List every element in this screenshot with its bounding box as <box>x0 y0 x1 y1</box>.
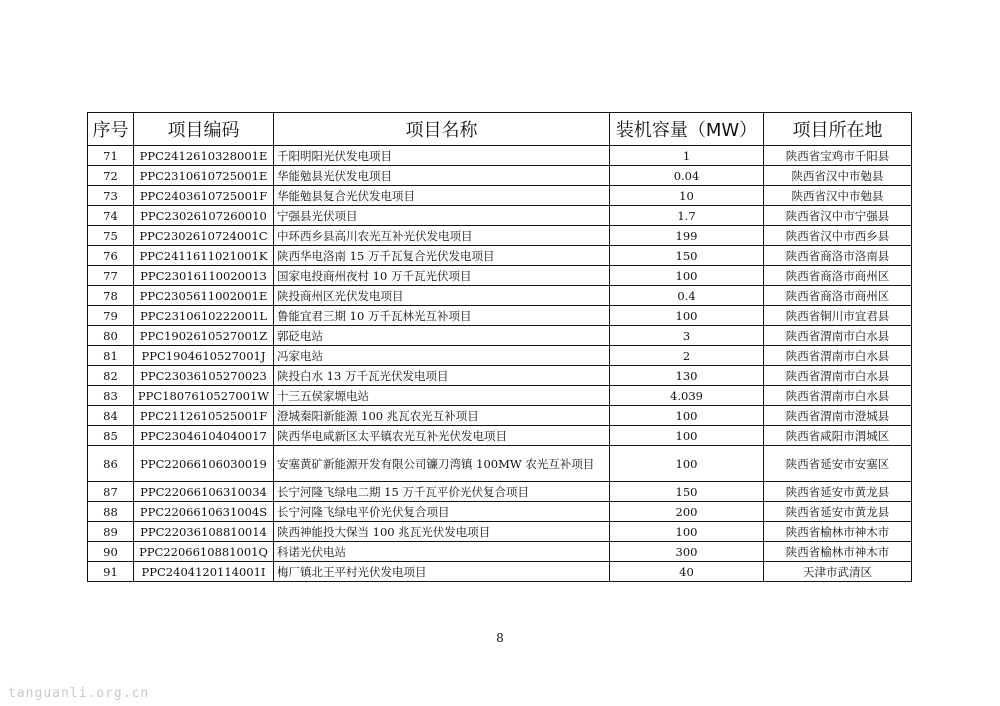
cell-code: PPC1902610527001Z <box>134 326 274 346</box>
table-row <box>88 346 912 366</box>
watermark: tanguanli.org.cn <box>8 686 150 701</box>
cell-name: 宁强县光伏项目 <box>274 206 610 226</box>
cell-location: 陕西省汉中市宁强县 <box>764 206 912 226</box>
cell-location: 陕西省商洛市商州区 <box>764 286 912 306</box>
cell-code: PPC2310610222001L <box>134 306 274 326</box>
cell-code: PPC22036108810014 <box>134 522 274 542</box>
cell-name: 郭砭电站 <box>274 326 610 346</box>
cell-capacity: 100 <box>610 306 764 326</box>
cell-location: 陕西省渭南市白水县 <box>764 366 912 386</box>
cell-name: 华能勉县光伏发电项目 <box>274 166 610 186</box>
table-row <box>88 502 912 522</box>
cell-index: 72 <box>88 166 134 186</box>
table-row <box>88 542 912 562</box>
cell-code: PPC23016110020013 <box>134 266 274 286</box>
cell-capacity: 3 <box>610 326 764 346</box>
cell-index: 89 <box>88 522 134 542</box>
cell-code: PPC22066106310034 <box>134 482 274 502</box>
cell-location: 陕西省榆林市神木市 <box>764 542 912 562</box>
cell-index: 83 <box>88 386 134 406</box>
cell-code: PPC2305611002001E <box>134 286 274 306</box>
table-row <box>88 446 912 482</box>
cell-code: PPC2310610725001E <box>134 166 274 186</box>
cell-name: 科诺光伏电站 <box>274 542 610 562</box>
cell-location: 陕西省宝鸡市千阳县 <box>764 146 912 166</box>
cell-index: 87 <box>88 482 134 502</box>
cell-code: PPC23046104040017 <box>134 426 274 446</box>
table-row <box>88 206 912 226</box>
cell-name: 长宁河隆飞绿电平价光伏复合项目 <box>274 502 610 522</box>
project-table <box>87 112 912 582</box>
table-row <box>88 326 912 346</box>
header-index: 序号 <box>88 113 134 146</box>
table-row <box>88 246 912 266</box>
cell-code: PPC23026107260010 <box>134 206 274 226</box>
cell-location: 陕西省渭南市澄城县 <box>764 406 912 426</box>
cell-code: PPC22066106030019 <box>134 446 274 482</box>
cell-code: PPC2302610724001C <box>134 226 274 246</box>
cell-index: 73 <box>88 186 134 206</box>
cell-capacity: 100 <box>610 266 764 286</box>
table-row <box>88 366 912 386</box>
table-body <box>88 146 912 582</box>
cell-location: 陕西省铜川市宜君县 <box>764 306 912 326</box>
table-row <box>88 482 912 502</box>
cell-index: 84 <box>88 406 134 426</box>
table-row <box>88 306 912 326</box>
cell-name: 梅厂镇北王平村光伏发电项目 <box>274 562 610 582</box>
cell-capacity: 1.7 <box>610 206 764 226</box>
cell-capacity: 100 <box>610 406 764 426</box>
cell-location: 陕西省榆林市神木市 <box>764 522 912 542</box>
cell-name: 澄城秦阳新能源 100 兆瓦农光互补项目 <box>274 406 610 426</box>
cell-location: 陕西省汉中市勉县 <box>764 166 912 186</box>
cell-capacity: 150 <box>610 246 764 266</box>
table-row <box>88 286 912 306</box>
cell-capacity: 300 <box>610 542 764 562</box>
table-header-row <box>88 113 912 146</box>
cell-index: 81 <box>88 346 134 366</box>
cell-code: PPC1807610527001W <box>134 386 274 406</box>
cell-name: 陕西华电洛南 15 万千瓦复合光伏发电项目 <box>274 246 610 266</box>
cell-location: 陕西省商洛市洛南县 <box>764 246 912 266</box>
cell-name: 陕投白水 13 万千瓦光伏发电项目 <box>274 366 610 386</box>
cell-location: 陕西省渭南市白水县 <box>764 346 912 366</box>
cell-capacity: 0.4 <box>610 286 764 306</box>
cell-name: 十三五侯家塬电站 <box>274 386 610 406</box>
cell-location: 陕西省商洛市商州区 <box>764 266 912 286</box>
cell-capacity: 10 <box>610 186 764 206</box>
cell-location: 陕西省延安市黄龙县 <box>764 482 912 502</box>
cell-capacity: 100 <box>610 446 764 482</box>
cell-name: 鲁能宜君三期 10 万千瓦林光互补项目 <box>274 306 610 326</box>
table-row <box>88 562 912 582</box>
cell-location: 陕西省渭南市白水县 <box>764 386 912 406</box>
cell-capacity: 199 <box>610 226 764 246</box>
cell-code: PPC2403610725001F <box>134 186 274 206</box>
header-capacity: 装机容量（MW） <box>610 113 764 146</box>
cell-name: 国家电投商州夜村 10 万千瓦光伏项目 <box>274 266 610 286</box>
cell-code: PPC2206610881001Q <box>134 542 274 562</box>
cell-code: PPC2206610631004S <box>134 502 274 522</box>
cell-name: 安塞黄矿新能源开发有限公司镰刀湾镇 100MW 农光互补项目 <box>274 446 610 482</box>
cell-index: 90 <box>88 542 134 562</box>
cell-code: PPC2411611021001K <box>134 246 274 266</box>
cell-index: 78 <box>88 286 134 306</box>
cell-name: 华能勉县复合光伏发电项目 <box>274 186 610 206</box>
table-row <box>88 166 912 186</box>
cell-index: 71 <box>88 146 134 166</box>
cell-name: 千阳明阳光伏发电项目 <box>274 146 610 166</box>
cell-capacity: 40 <box>610 562 764 582</box>
cell-index: 75 <box>88 226 134 246</box>
header-code: 项目编码 <box>134 113 274 146</box>
cell-capacity: 4.039 <box>610 386 764 406</box>
cell-location: 陕西省延安市安塞区 <box>764 446 912 482</box>
cell-code: PPC1904610527001J <box>134 346 274 366</box>
cell-location: 陕西省延安市黄龙县 <box>764 502 912 522</box>
cell-capacity: 1 <box>610 146 764 166</box>
page-number: 8 <box>496 631 504 645</box>
cell-capacity: 200 <box>610 502 764 522</box>
cell-index: 85 <box>88 426 134 446</box>
cell-capacity: 150 <box>610 482 764 502</box>
table-row <box>88 146 912 166</box>
cell-code: PPC2404120114001I <box>134 562 274 582</box>
cell-name: 中环西乡县高川农光互补光伏发电项目 <box>274 226 610 246</box>
cell-location: 陕西省咸阳市渭城区 <box>764 426 912 446</box>
cell-index: 86 <box>88 446 134 482</box>
cell-code: PPC2412610328001E <box>134 146 274 166</box>
cell-name: 陕西华电咸新区太平镇农光互补光伏发电项目 <box>274 426 610 446</box>
table-row <box>88 226 912 246</box>
cell-index: 77 <box>88 266 134 286</box>
cell-capacity: 0.04 <box>610 166 764 186</box>
table-row <box>88 522 912 542</box>
cell-name: 陕西神能投大保当 100 兆瓦光伏发电项目 <box>274 522 610 542</box>
cell-capacity: 100 <box>610 522 764 542</box>
cell-location: 天津市武清区 <box>764 562 912 582</box>
cell-code: PPC23036105270023 <box>134 366 274 386</box>
table-row <box>88 386 912 406</box>
cell-capacity: 100 <box>610 426 764 446</box>
cell-index: 79 <box>88 306 134 326</box>
cell-index: 82 <box>88 366 134 386</box>
cell-location: 陕西省汉中市西乡县 <box>764 226 912 246</box>
header-location: 项目所在地 <box>764 113 912 146</box>
table-row <box>88 406 912 426</box>
cell-location: 陕西省汉中市勉县 <box>764 186 912 206</box>
cell-capacity: 2 <box>610 346 764 366</box>
cell-index: 88 <box>88 502 134 522</box>
cell-index: 74 <box>88 206 134 226</box>
table-row <box>88 426 912 446</box>
cell-name: 冯家电站 <box>274 346 610 366</box>
table-row <box>88 266 912 286</box>
cell-code: PPC2112610525001F <box>134 406 274 426</box>
cell-index: 80 <box>88 326 134 346</box>
cell-capacity: 130 <box>610 366 764 386</box>
cell-name: 长宁河隆飞绿电二期 15 万千瓦平价光伏复合项目 <box>274 482 610 502</box>
cell-index: 76 <box>88 246 134 266</box>
table-row <box>88 186 912 206</box>
cell-index: 91 <box>88 562 134 582</box>
cell-name: 陕投商州区光伏发电项目 <box>274 286 610 306</box>
header-name: 项目名称 <box>274 113 610 146</box>
cell-location: 陕西省渭南市白水县 <box>764 326 912 346</box>
